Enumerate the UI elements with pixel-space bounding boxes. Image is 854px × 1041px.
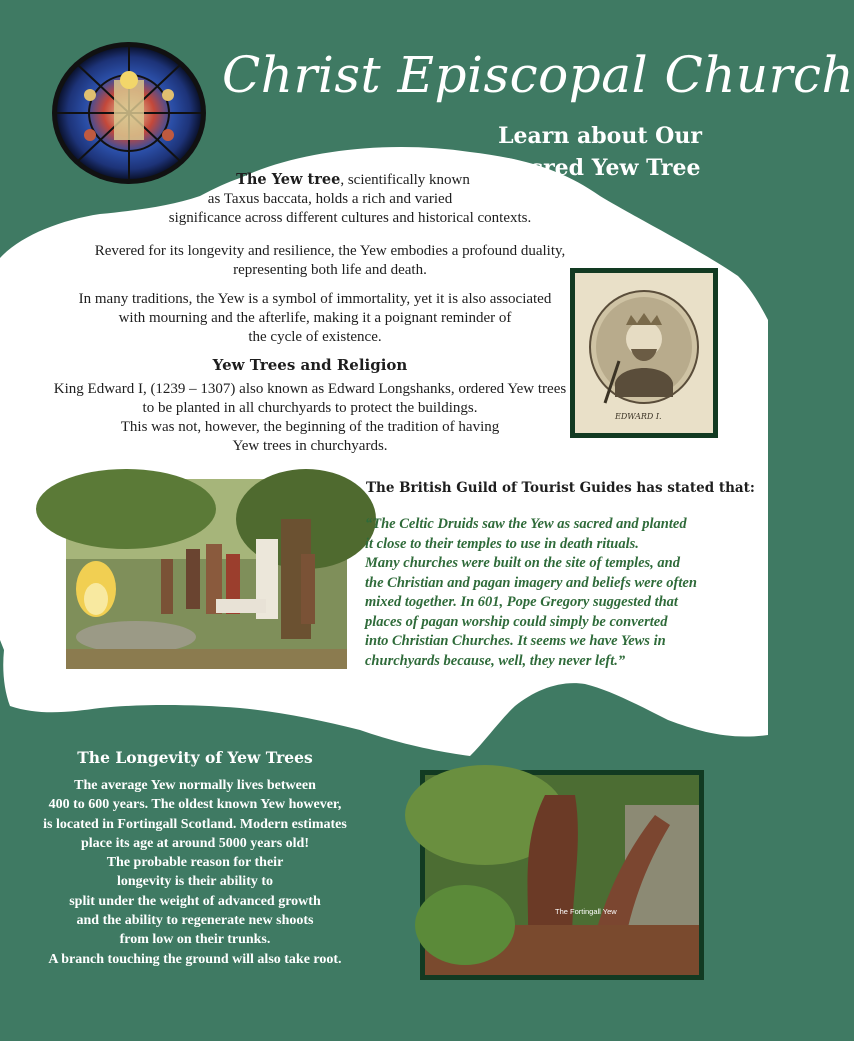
religion-paragraph — [40, 380, 580, 456]
longevity-line: 400 to 600 years. The oldest known Yew however, — [48, 797, 342, 813]
religion-line-1: King Edward I, (1239 – 1307) also known as Edward Longshanks, ordered Yew trees — [53, 381, 567, 397]
quote-line: the Christian and pagan imagery and beliefs were often — [365, 574, 697, 591]
intro-p3-line-3: the cycle of existence. — [248, 329, 382, 345]
intro-line-2: as Taxus baccata, holds a rich and varied — [207, 191, 453, 207]
intro-line-1 — [140, 170, 560, 190]
religion-line-2: to be planted in all churchyards to protect the buildings. — [142, 400, 478, 416]
longevity-paragraph — [20, 776, 370, 969]
intro-paragraph-1 — [140, 170, 560, 228]
portrait-caption: EDWARD I. — [615, 412, 662, 421]
longevity-line: place its age at around 5000 years old! — [80, 835, 309, 851]
longevity-line: is located in Fortingall Scotland. Modern estimates — [43, 816, 347, 832]
intro-p2-line-1: Revered for its longevity and resilience, the Yew embodies a profound duality, — [94, 243, 566, 259]
religion-line-3: This was not, however, the beginning of the tradition of having — [120, 419, 500, 435]
page-title: Christ Episcopal Church — [222, 46, 854, 104]
longevity-line: split under the weight of advanced growth — [69, 893, 321, 909]
quote-line: into Christian Churches. It seems we have Yews in — [365, 633, 666, 649]
quote-line: “The Celtic Druids saw the Yew as sacred and planted — [365, 516, 687, 532]
fortingall-yew-photo — [420, 770, 704, 980]
longevity-heading: The Longevity of Yew Trees — [77, 748, 313, 767]
druid-ritual-painting — [66, 479, 347, 669]
longevity-line: and the ability to regenerate new shoots — [76, 913, 314, 929]
guild-quote — [365, 515, 755, 671]
longevity-line: A branch touching the ground will also take root. — [48, 951, 342, 967]
photo-caption: The Fortingall Yew — [555, 907, 617, 916]
yew-tree-lead: The Yew tree — [236, 171, 341, 188]
intro-line-3: significance across different cultures and historical contexts. — [168, 210, 532, 226]
quote-line: mixed together. In 601, Pope Gregory suggested that — [365, 594, 678, 610]
intro-lead-rest: , scientifically known — [340, 172, 470, 188]
quote-line: it close to their temples to use in death rituals. — [365, 535, 639, 552]
longevity-line: The average Yew normally lives between — [74, 778, 316, 793]
quote-line: churchyards because, well, they never left.” — [365, 652, 626, 669]
intro-paragraph-2 — [90, 242, 570, 280]
intro-p2-line-2: representing both life and death. — [233, 262, 427, 278]
quote-line: Many churches were built on the site of temples, and — [365, 555, 680, 571]
edward-portrait — [570, 268, 718, 438]
longevity-line: from low on their trunks. — [119, 932, 271, 948]
religion-heading: Yew Trees and Religion — [212, 356, 408, 374]
quote-line: places of pagan worship could simply be converted — [365, 613, 668, 630]
longevity-line: longevity is their ability to — [116, 874, 274, 890]
religion-line-4: Yew trees in churchyards. — [232, 438, 388, 454]
intro-paragraph-3 — [70, 290, 560, 347]
intro-p3-line-1: In many traditions, the Yew is a symbol of immortality, yet it is also associated — [78, 291, 552, 307]
stained-glass-window — [50, 40, 208, 186]
subtitle-line-2: Sacred Yew Tree — [499, 155, 701, 181]
longevity-line: The probable reason for their — [106, 855, 284, 871]
guild-heading: The British Guild of Tourist Guides has stated that: — [366, 480, 755, 496]
intro-p3-line-2: with mourning and the afterlife, making it a poignant reminder of — [118, 310, 512, 326]
subtitle-line-1: Learn about Our — [498, 123, 702, 149]
